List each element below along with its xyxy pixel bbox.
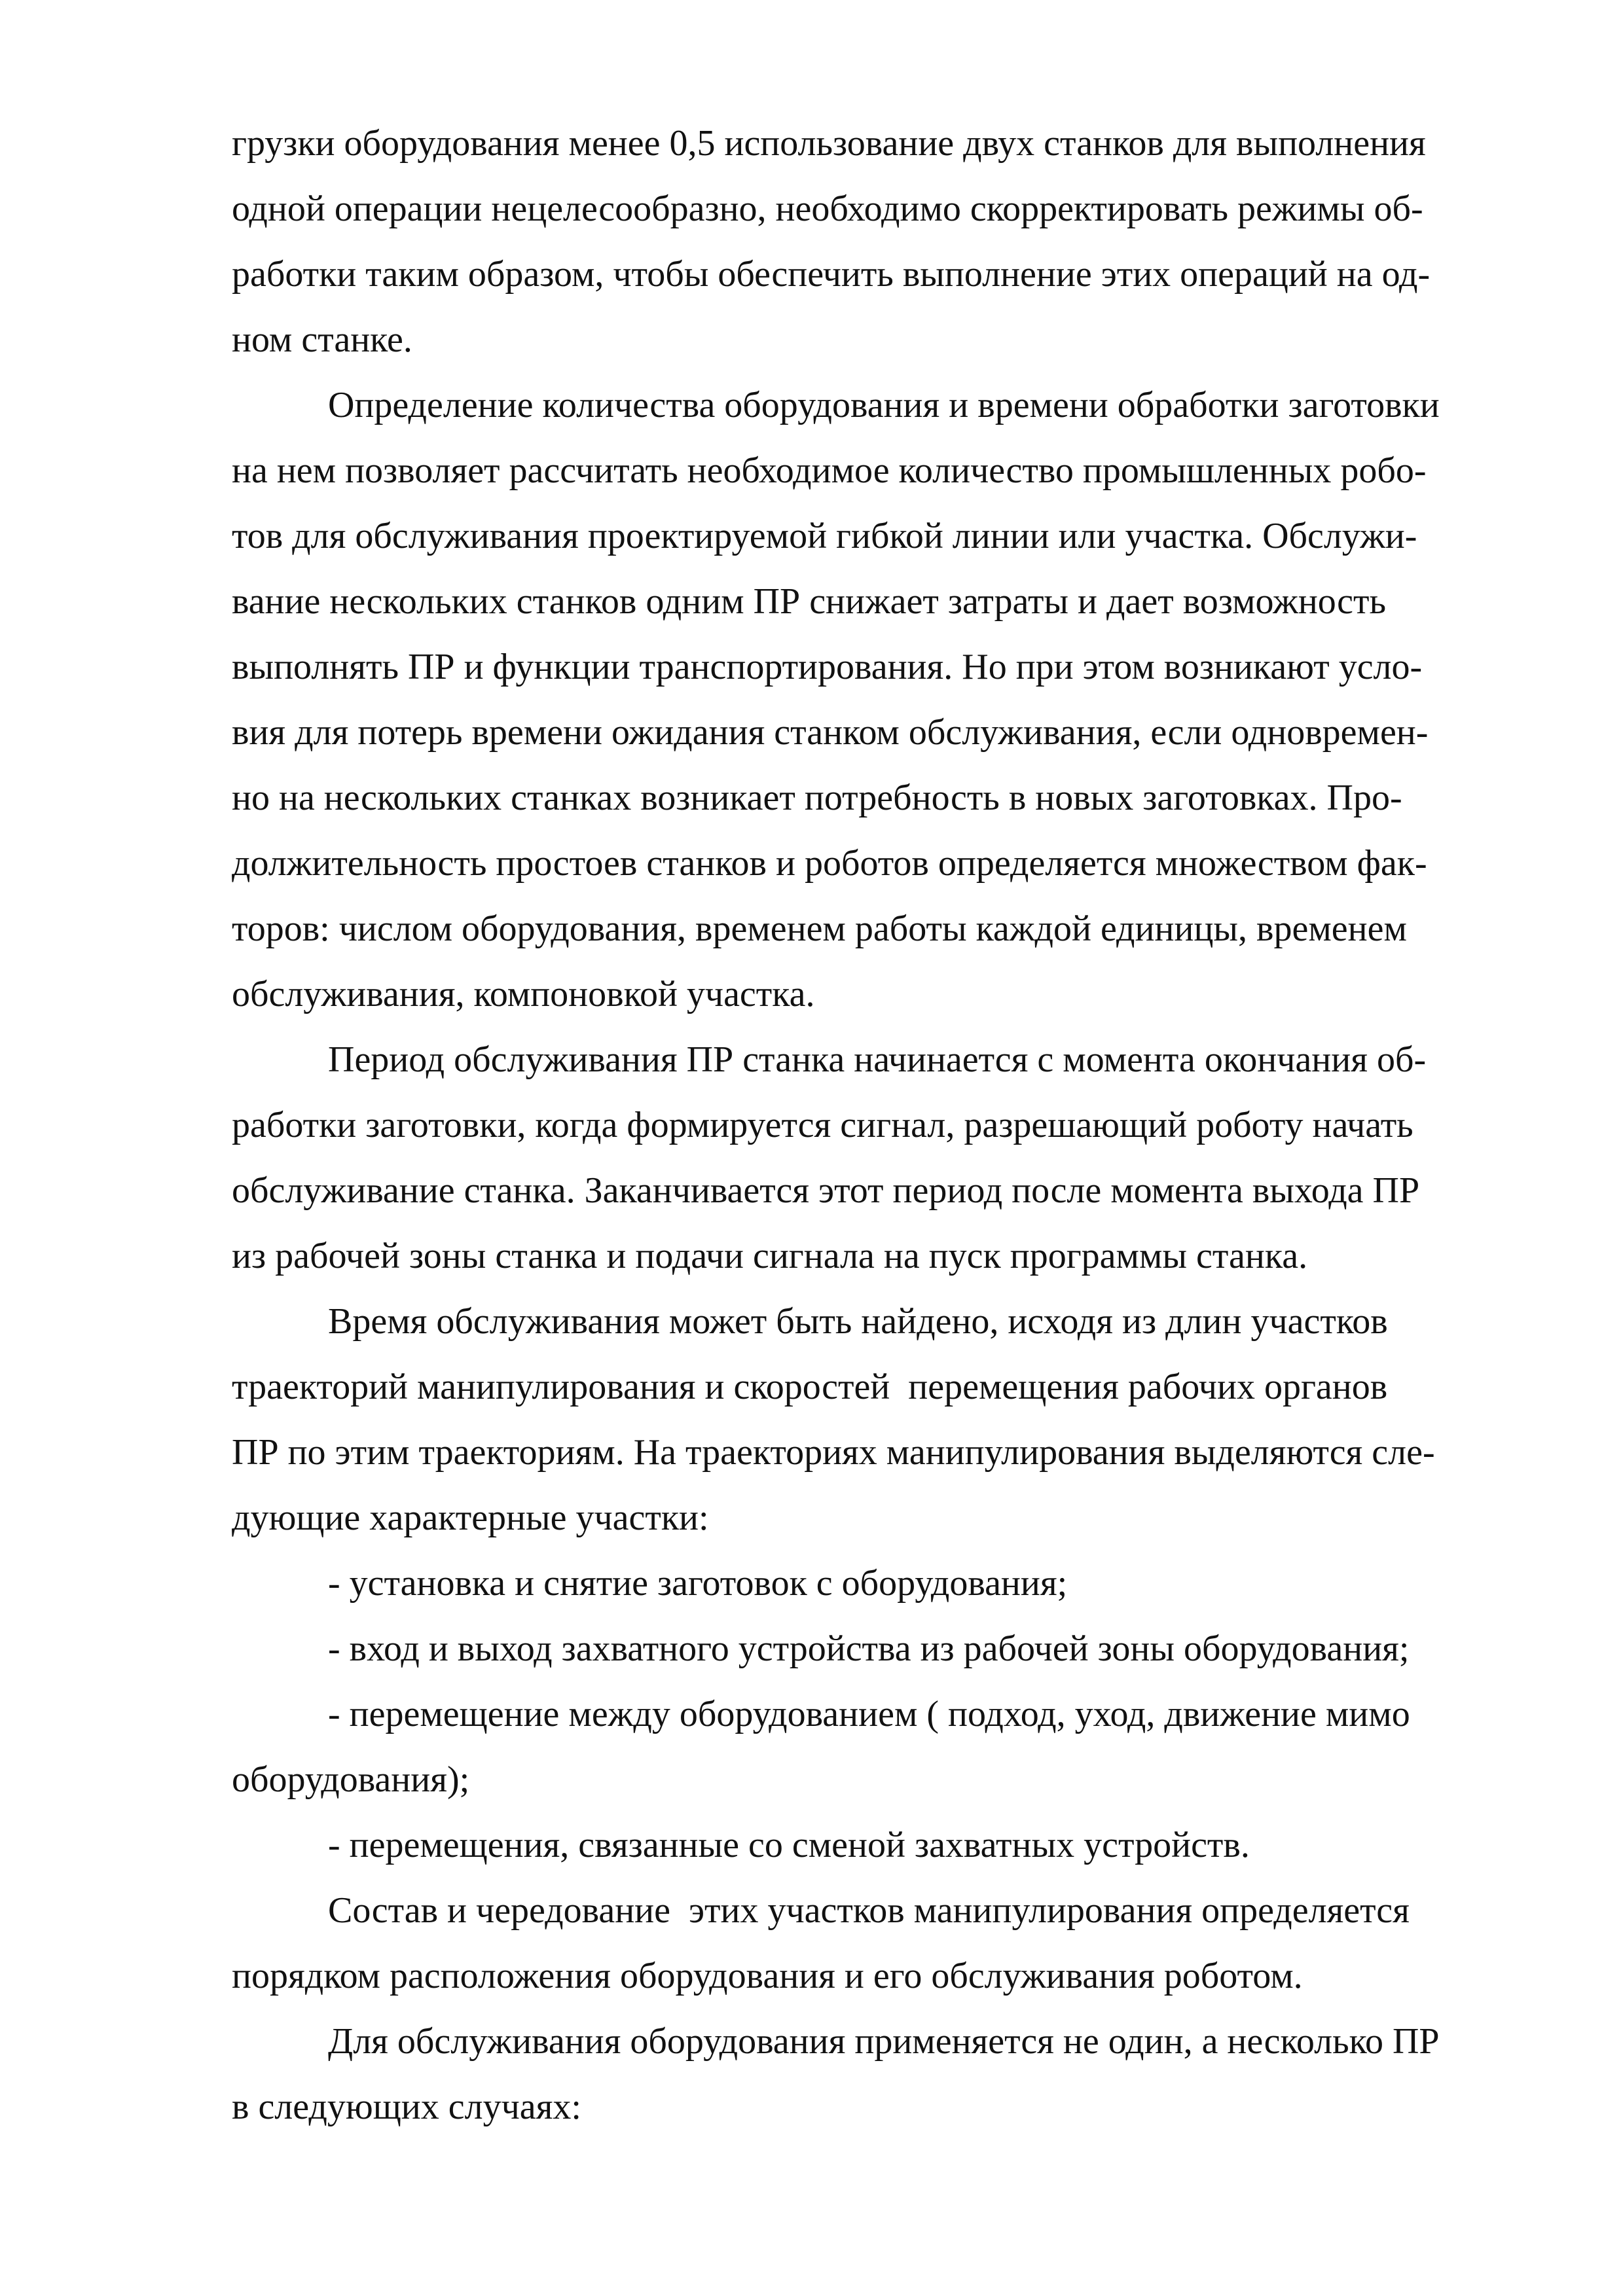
text-line: вание нескольких станков одним ПР снижает затраты и дает возможность	[232, 581, 1387, 622]
text-line: но на нескольких станках возникает потребность в новых заготовках. Про-	[232, 778, 1402, 818]
text-line: дующие характерные участки:	[232, 1498, 709, 1538]
text-line: тов для обслуживания проектируемой гибкой линии или участка. Обслужи-	[232, 516, 1417, 556]
text-line: работки таким образом, чтобы обеспечить выполнение этих операций на од-	[232, 254, 1431, 295]
text-line: порядком расположения оборудования и его обслуживания роботом.	[232, 1956, 1303, 1996]
text-line: работки заготовки, когда формируется сигнал, разрешающий роботу начать	[232, 1105, 1413, 1145]
text-line: грузки оборудования менее 0,5 использование двух станков для выполнения	[232, 123, 1426, 164]
paragraph-first-line: Для обслуживания оборудования применяется не один, а несколько ПР	[328, 2021, 1440, 2062]
paragraph-first-line: Состав и чередование этих участков манипулирования определяется	[328, 1890, 1410, 1931]
paragraph-first-line: Период обслуживания ПР станка начинается с момента окончания об-	[328, 1039, 1427, 1080]
text-line: вия для потерь времени ожидания станком обслуживания, если одновремен-	[232, 712, 1429, 753]
text-line: траекторий манипулирования и скоростей перемещения рабочих органов	[232, 1367, 1388, 1407]
paragraph-first-line: Определение количества оборудования и времени обработки заготовки	[328, 385, 1440, 425]
list-item: - перемещения, связанные со сменой захватных устройств.	[328, 1825, 1250, 1865]
list-item-continuation: оборудования);	[232, 1759, 470, 1800]
list-item: - установка и снятие заготовок с оборудования;	[328, 1563, 1068, 1604]
text-line: должительность простоев станков и роботов определяется множеством фак-	[232, 843, 1427, 884]
text-line: в следующих случаях:	[232, 2087, 581, 2127]
paragraph-first-line: Время обслуживания может быть найдено, исходя из длин участков	[328, 1301, 1388, 1342]
text-line: из рабочей зоны станка и подачи сигнала на пуск программы станка.	[232, 1236, 1308, 1276]
list-item: - перемещение между оборудованием ( подход, уход, движение мимо	[328, 1694, 1410, 1734]
text-line: торов: числом оборудования, временем работы каждой единицы, временем	[232, 908, 1407, 949]
text-line: ПР по этим траекториям. На траекториях манипулирования выделяются сле-	[232, 1432, 1435, 1473]
text-line: обслуживание станка. Заканчивается этот период после момента выхода ПР	[232, 1170, 1420, 1211]
text-line: выполнять ПР и функции транспортирования. Но при этом возникают усло-	[232, 647, 1423, 687]
text-line: на нем позволяет рассчитать необходимое количество промышленных робо-	[232, 450, 1427, 491]
list-item: - вход и выход захватного устройства из рабочей зоны оборудования;	[328, 1628, 1410, 1669]
text-line: обслуживания, компоновкой участка.	[232, 974, 815, 1014]
text-line: одной операции нецелесообразно, необходимо скорректировать режимы об-	[232, 188, 1423, 229]
text-line: ном станке.	[232, 319, 412, 360]
